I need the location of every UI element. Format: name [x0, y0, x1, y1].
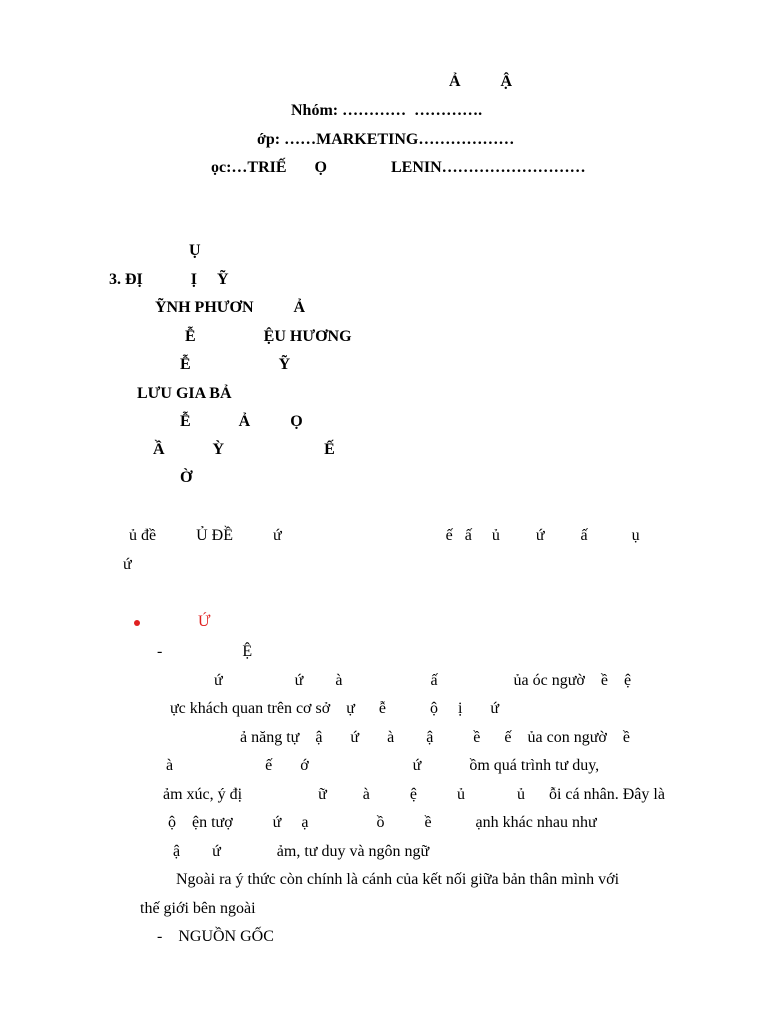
- dash-item: - NGUỒN GỐC: [157, 928, 274, 945]
- section-heading: Ứ: [198, 613, 211, 630]
- class-line: ớp: ……MARKETING………………: [257, 131, 515, 148]
- outline-item: Ụ: [189, 242, 201, 259]
- outline-item: Ễ ỆU HƯƠNG: [185, 328, 352, 345]
- body-line: ộ ện tượ ứ ạ ồ ề ạnh khác nhau như: [168, 814, 597, 831]
- body-line: ả năng tự ậ ứ à ậ ề ế ủa con ngườ ề: [240, 729, 630, 746]
- outline-item: Ờ: [180, 469, 193, 486]
- body-line: à ế ớ ứ ồm quá trình tư duy,: [166, 757, 600, 774]
- body-line: ậ ứ ảm, tư duy và ngôn ngữ: [173, 843, 430, 860]
- outline-item: ỸNH PHƯƠN Ả: [155, 299, 306, 316]
- outline-item: Ễ Ỹ: [180, 356, 291, 373]
- body-line: ứ ứ à ấ ủa óc ngườ ề ệ: [214, 672, 632, 689]
- group-line: Nhóm: ………… ………….: [291, 102, 483, 119]
- subject-line: ọc:…TRIẾ Ọ LENIN………………………: [211, 159, 586, 176]
- intro-line: ủ đề Ủ ĐỀ ứ ế ấ ủ ứ ấ ụ: [129, 527, 640, 544]
- outline-item: 3. ĐỊ Ị Ỹ: [109, 271, 229, 288]
- outline-item: Ễ Ả Ọ: [180, 413, 303, 430]
- dash-item: - Ệ: [157, 643, 253, 660]
- bullet-icon: [134, 620, 140, 626]
- outline-item: Ầ Ỳ Ế: [153, 441, 335, 458]
- body-line: ực khách quan trên cơ sở ự ễ ộ ị ứ: [170, 700, 500, 717]
- body-line: thế giới bên ngoài: [140, 900, 256, 917]
- body-line: ảm xúc, ý đị ữ à ệ ủ ủ ỗi cá nhân. Đây là: [163, 786, 665, 803]
- intro-line: ứ: [123, 556, 132, 573]
- document-title: Ả Ậ: [449, 73, 513, 90]
- body-line: Ngoài ra ý thức còn chính là cánh của kết nối giữa bản thân mình với: [176, 871, 620, 888]
- outline-item: LƯU GIA BẢ: [137, 385, 232, 402]
